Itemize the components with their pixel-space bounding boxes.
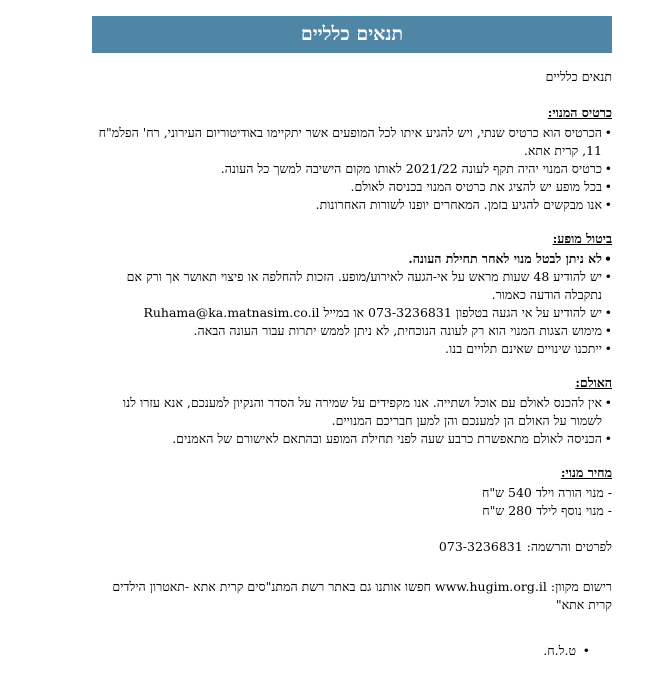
list-item: • בכל מופע יש להציג את כרטיס המנוי בכניסה לאולם.	[90, 178, 612, 196]
list-item: • מימוש הצגות המנוי הוא רק לעונה הנוכחית, לא ניתן לממש יתרות עבור העונה הבאה.	[90, 322, 612, 340]
bullet-list	[90, 394, 612, 448]
section-price	[90, 464, 612, 520]
section-heading: מחיר מנוי:	[560, 465, 612, 480]
list-item: • יש להודיע 48 שעות מראש על אי-הגעה לאירוע/מופע. הזכות להחלפה או פיצוי תאושר אך ורק אם נתקבלה הודעה כאמור.	[90, 268, 612, 304]
list-item: • אין להכנס לאולם עם אוכל ושתייה. אנו מקפידים על שמירה על הסדר והנקיון למענכם, אנא עזרו לנו לשמור על האולם הן למענכם והן למען חבריכם המנויים.	[90, 394, 612, 430]
section-heading: האולם:	[575, 375, 612, 390]
registration-line: רישום מקוון: www.hugim.org.il חפשו אותנו גם באתר רשת המתנ"סים קרית אתא -תאטרון הילדים קרית אתא"	[112, 579, 612, 612]
document-body	[90, 64, 612, 634]
document-subtitle: תנאים כלליים	[545, 69, 612, 84]
bullet-list	[90, 250, 612, 358]
price-row: - מנוי הורה וילד 540 ש"ח	[482, 485, 612, 500]
list-item: • הכניסה לאולם מתאפשרת כרבע שעה לפני תחילת המופע ובהתאם לאישורם של האמנים.	[90, 430, 612, 448]
section-heading: כרטיס המנוי:	[547, 105, 612, 120]
list-item: • אנו מבקשים להגיע בזמן. המאחרים יופנו לשורות האחרונות.	[90, 196, 612, 214]
section-heading: ביטול מופע:	[552, 231, 612, 246]
section-membership	[90, 104, 612, 214]
list-item: • הכרטיס הוא כרטיס שנתי, ויש להגיע איתו לכל המופעים אשר יתקיימו באודיטוריום העירוני, רח' הפלמ"ח 11, קרית אתא.	[90, 124, 612, 160]
section-hall	[90, 374, 612, 448]
section-cancellation	[90, 230, 612, 358]
page-title: תנאים כלליים	[300, 23, 404, 45]
price-row: - מנוי נוסף לילד 280 ש"ח	[482, 503, 612, 518]
contact-line: לפרטים והרשמה: 073-3236831	[438, 539, 612, 554]
list-item: • יש להודיע על אי הגעה בטלפון 073-3236831 או במייל Ruhama@ka.matnasim.co.il	[90, 304, 612, 322]
list-item: • ייתכנו שינויים שאינם תלויים בנו.	[90, 340, 612, 358]
signature: • ט.ל.ח.	[543, 643, 590, 659]
list-item: • לא ניתן לבטל מנוי לאחר תחילת העונה.	[90, 250, 612, 268]
page-title-banner	[92, 16, 612, 53]
list-item: • כרטיס המנוי יהיה תקף לעונה 2021/22 לאותו מקום הישיבה למשך כל העונה.	[90, 160, 612, 178]
bullet-list	[90, 124, 612, 214]
